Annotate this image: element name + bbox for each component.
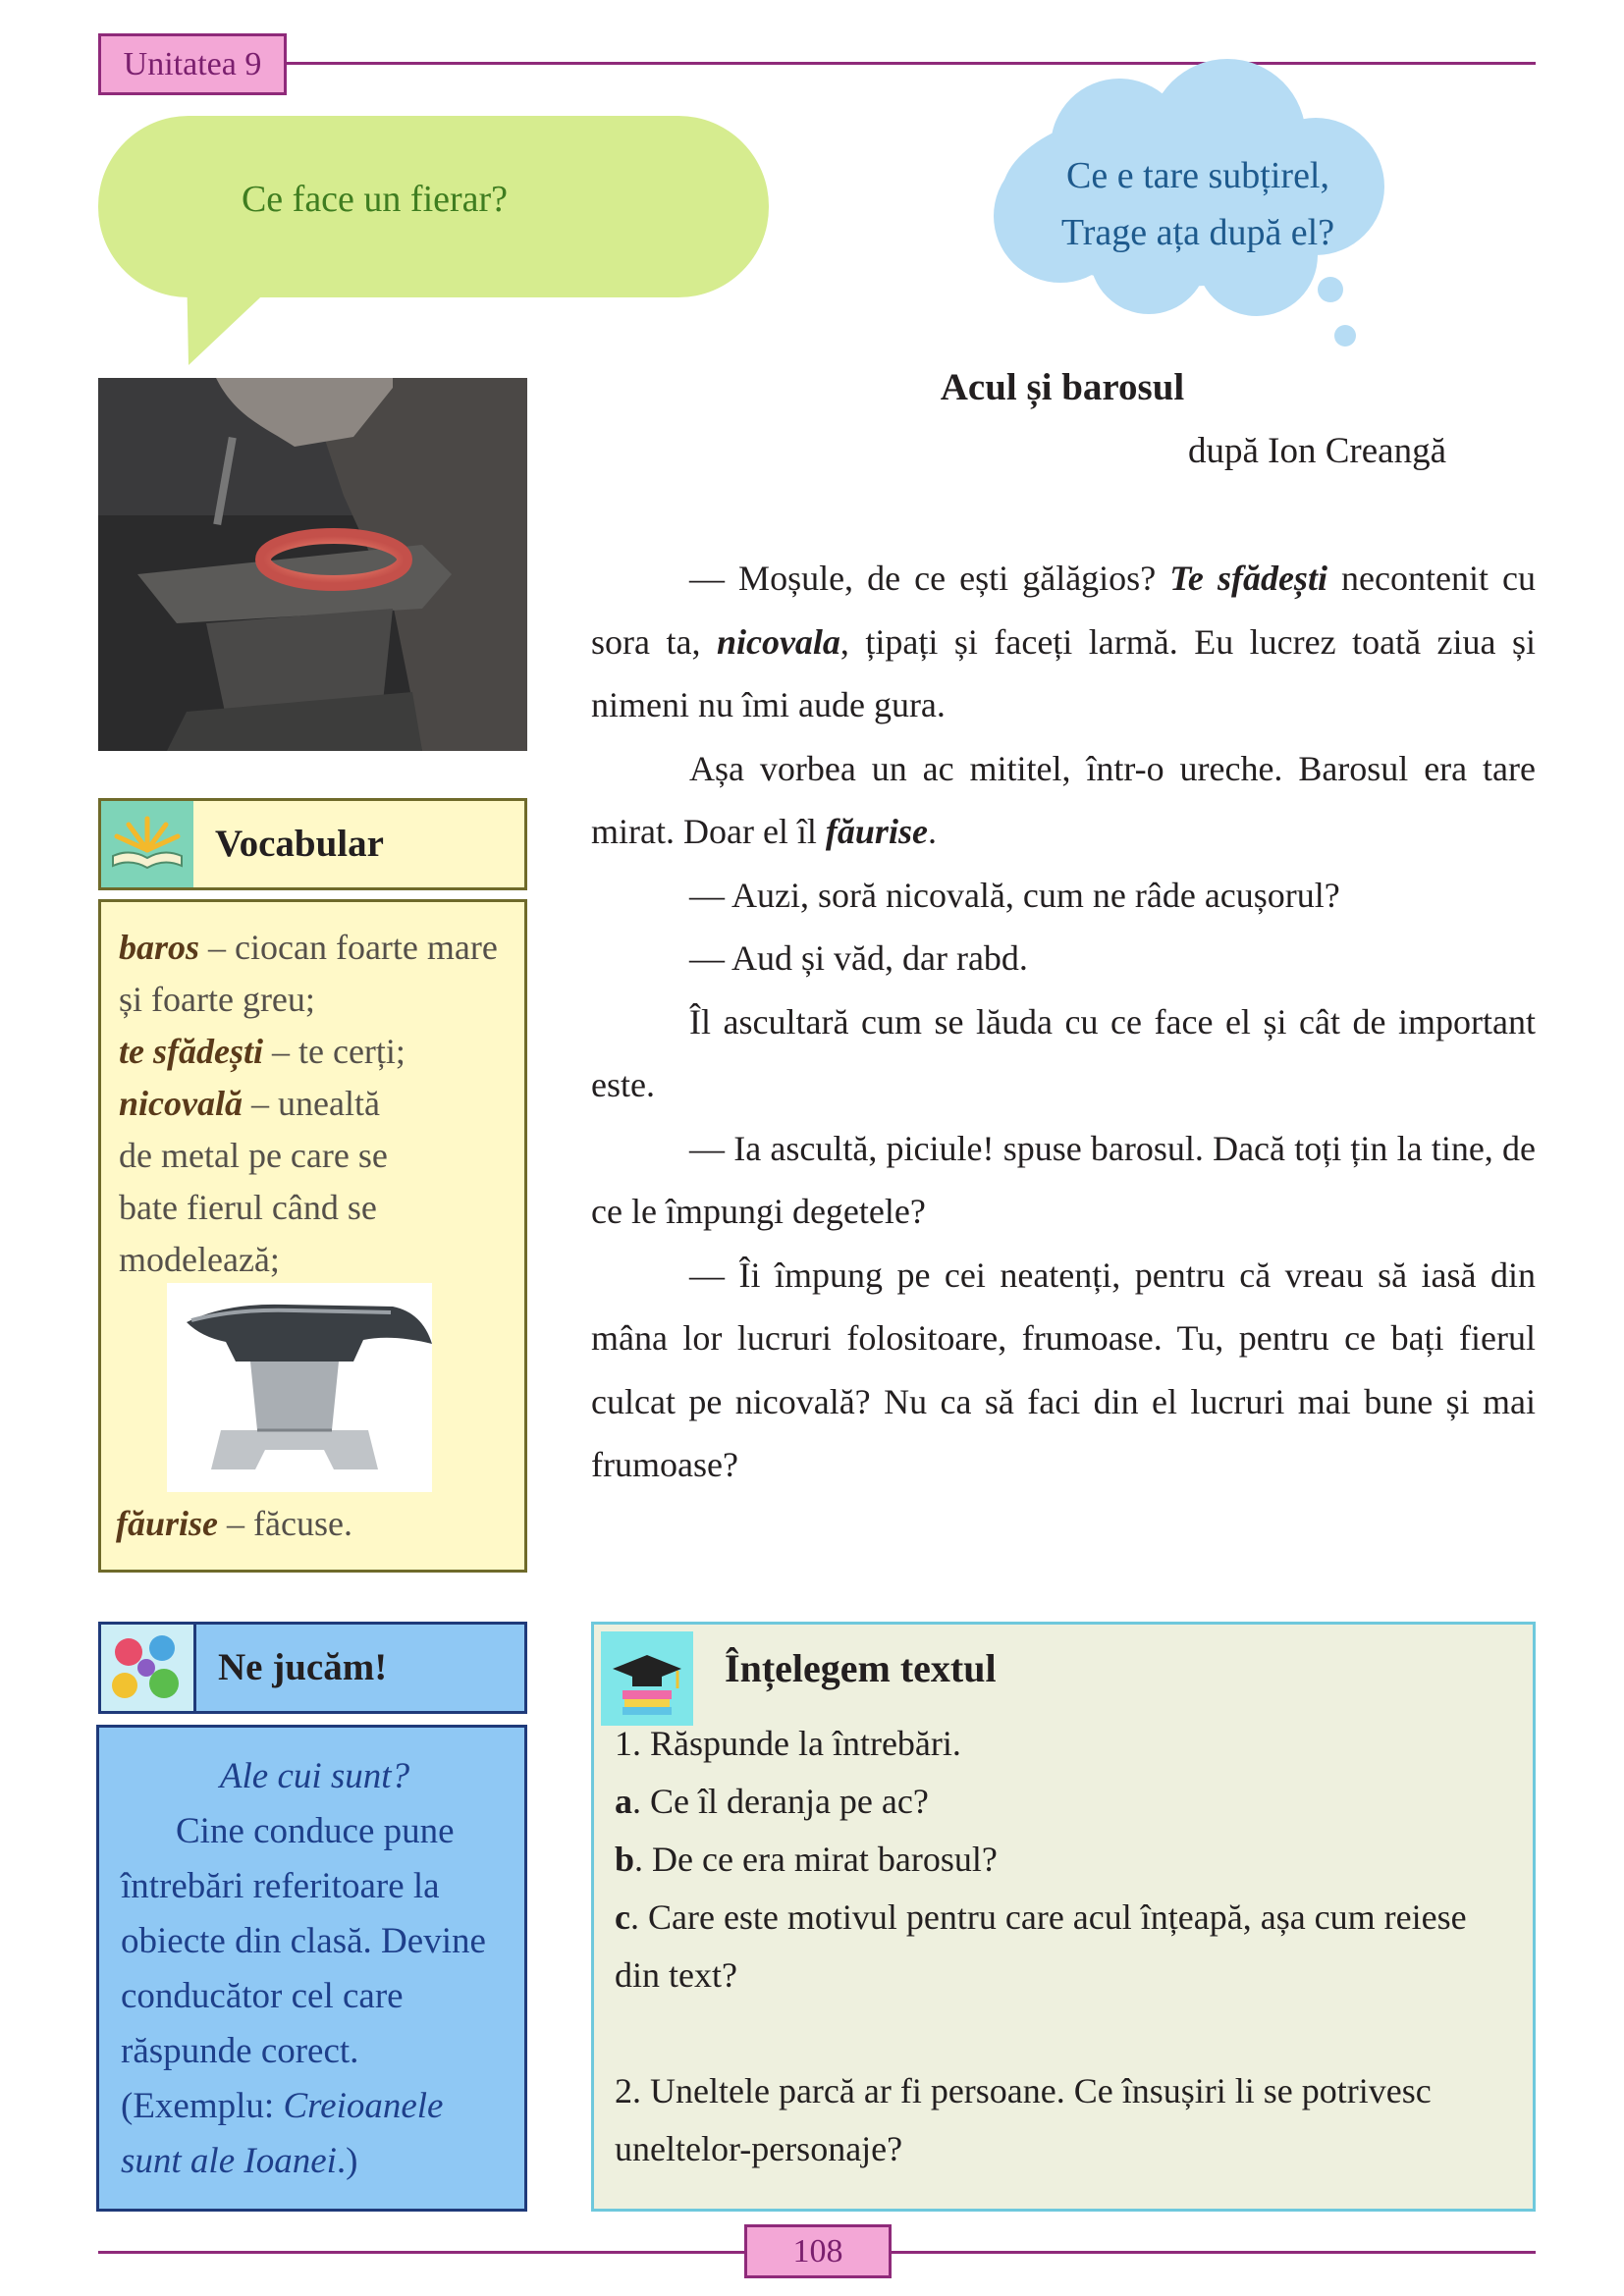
bubble-question: Ce face un fierar? (241, 179, 509, 220)
story-text (591, 547, 1536, 1497)
question: 1. Răspunde la întrebări. (615, 1724, 961, 1763)
story-paragraph: — Moșule, de ce ești gălăgios? Te sfădești necontenit cu sora ta, nicovala, țipați și faceți larmă. Eu lucrez toată ziua și nimeni nu îmi aude gura. (591, 559, 1536, 724)
vocab-heading: Vocabular (193, 798, 527, 890)
hands-icon (98, 1622, 193, 1714)
story-paragraph: Așa vorbea un ac mititel, într-o ureche. Barosul era tare mirat. Doar el îl făurise. (591, 748, 1536, 851)
unit-label: Unitatea 9 (98, 33, 287, 95)
game-box (96, 1725, 527, 2212)
question: 2. Uneltele parcă ar fi persoane. Ce însușiri li se potrivesc uneltelor-personaje? (615, 2071, 1432, 2168)
question-item: c. Care este motivul pentru care acul înțeapă, așa cum reiese din text? (615, 1897, 1467, 1995)
blacksmith-photo (98, 378, 527, 751)
question-item: b. De ce era mirat barosul? (615, 1840, 998, 1879)
question-item: a. Ce îl deranja pe ac? (615, 1782, 929, 1821)
riddle-text (1021, 147, 1375, 261)
story-author: după Ion Creangă (1188, 431, 1447, 471)
vocab-term: făurise (825, 812, 928, 851)
game-heading: Ne jucăm! (193, 1622, 527, 1714)
story-paragraph: Îl ascultară cum se lăuda cu ce face el și cât de important este. (591, 1001, 1536, 1104)
game-example: (Exemplu: Creioanele sunt ale Ioanei.) (121, 2086, 444, 2181)
book-icon (98, 798, 193, 890)
vocab-entry: te sfădești – te cerți; (119, 1032, 406, 1071)
story-title: Acul și barosul (940, 366, 1185, 408)
page-number: 108 (744, 2224, 892, 2278)
story-paragraph: — Aud și văd, dar rabd. (689, 938, 1028, 978)
question-list (615, 1715, 1518, 2178)
riddle-line-2: Trage ața după el? (1060, 212, 1335, 253)
graduation-cap-icon (601, 1631, 693, 1726)
anvil-image (167, 1283, 432, 1492)
game-title: Ale cui sunt? (219, 1756, 410, 1796)
riddle-line-1: Ce e tare subțirel, (1065, 155, 1329, 196)
vocab-term: Te sfădești (1169, 559, 1327, 598)
vocab-entry: nicovală – unealtă de metal pe care se bate fierul când se modelează; (119, 1084, 388, 1279)
story-paragraph: — Ia ascultă, piciule! spuse barosul. Dacă toți țin la tine, de ce le împungi degetele? (591, 1128, 1536, 1231)
vocab-entry: baros – ciocan foarte mare și foarte greu; (119, 928, 498, 1019)
comprehension-heading: Înțelegem textul (725, 1646, 997, 1690)
story-paragraph: — Îi împung pe cei neatenți, pentru că vreau să iasă din mâna lor lucruri folositoare, frumoase. Tu, pentru ce bați fierul culcat pe nicovală? Nu ca să faci din el lucruri mai bune și mai frumoase? (591, 1255, 1536, 1484)
vocab-entry: făurise – făcuse. (116, 1504, 352, 1543)
vocab-term: nicovala (716, 621, 840, 662)
story-paragraph: — Auzi, soră nicovală, cum ne râde acușorul? (689, 875, 1340, 915)
game-text: Cine conduce pune întrebări referitoare la obiecte din clasă. Devine conducător cel care răspunde corect. (121, 1811, 486, 2071)
